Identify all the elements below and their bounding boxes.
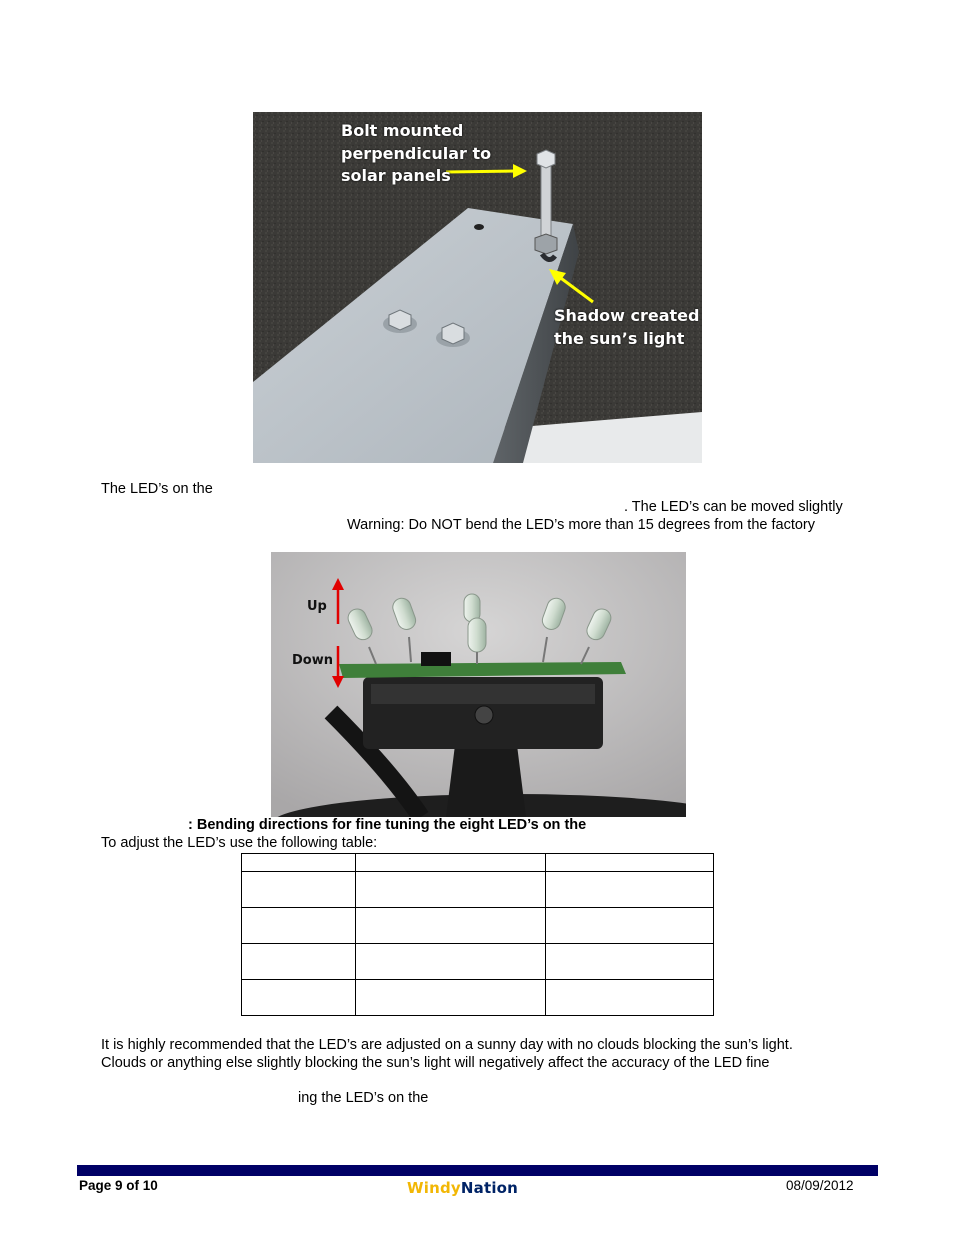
table-cell [546,908,714,944]
down-label: Down [292,653,333,668]
table-intro: To adjust the LED’s use the following table: [101,835,378,851]
paragraph2-line2: Clouds or anything else slightly blocking the sun’s light will negatively affect the accuracy of the LED fine [101,1055,770,1071]
paragraph1-line2: . The LED’s can be moved slightly [624,499,843,515]
paragraph1-warning: Warning: Do NOT bend the LED’s more than 15 degrees from the factory [347,517,815,533]
table-cell [356,854,546,872]
page-number: Page 9 of 10 [79,1178,158,1193]
table-cell [356,872,546,908]
table-row [242,854,714,872]
logo-nation: Nation [460,1179,519,1197]
table-cell [356,908,546,944]
table-cell [546,980,714,1016]
table-cell [242,980,356,1016]
led-sensor-photo [271,552,686,817]
paragraph3-line1: ing the LED’s on the [298,1090,429,1106]
table-cell [242,854,356,872]
table-cell [546,944,714,980]
table-cell [242,944,356,980]
table-cell [356,944,546,980]
table-row [242,908,714,944]
shadow-callout-label: Shadow created the sun’s light [554,306,700,348]
led-adjustment-table [241,853,714,1016]
footer-rule [77,1165,878,1176]
table-row [242,944,714,980]
paragraph1-line1: The LED’s on the [101,481,213,497]
paragraph2-line1: It is highly recommended that the LED’s are adjusted on a sunny day with no clouds blocking the sun’s light. [101,1037,793,1053]
led-sensor-illustration [271,552,686,817]
table-cell [546,872,714,908]
table-cell [546,854,714,872]
table-cell [242,872,356,908]
windynation-logo [407,1179,518,1197]
table-cell [242,908,356,944]
logo-windy: Windy [407,1179,461,1197]
table-row [242,872,714,908]
bolt-callout-label: Bolt mounted perpendicular to solar panels [341,121,492,185]
bolt-shadow-photo [253,112,702,463]
footer-date: 08/09/2012 [786,1178,854,1193]
table-cell [356,980,546,1016]
up-label: Up [307,599,327,614]
figure-caption: : Bending directions for fine tuning the eight LED’s on the [188,817,587,833]
table-row [242,980,714,1016]
